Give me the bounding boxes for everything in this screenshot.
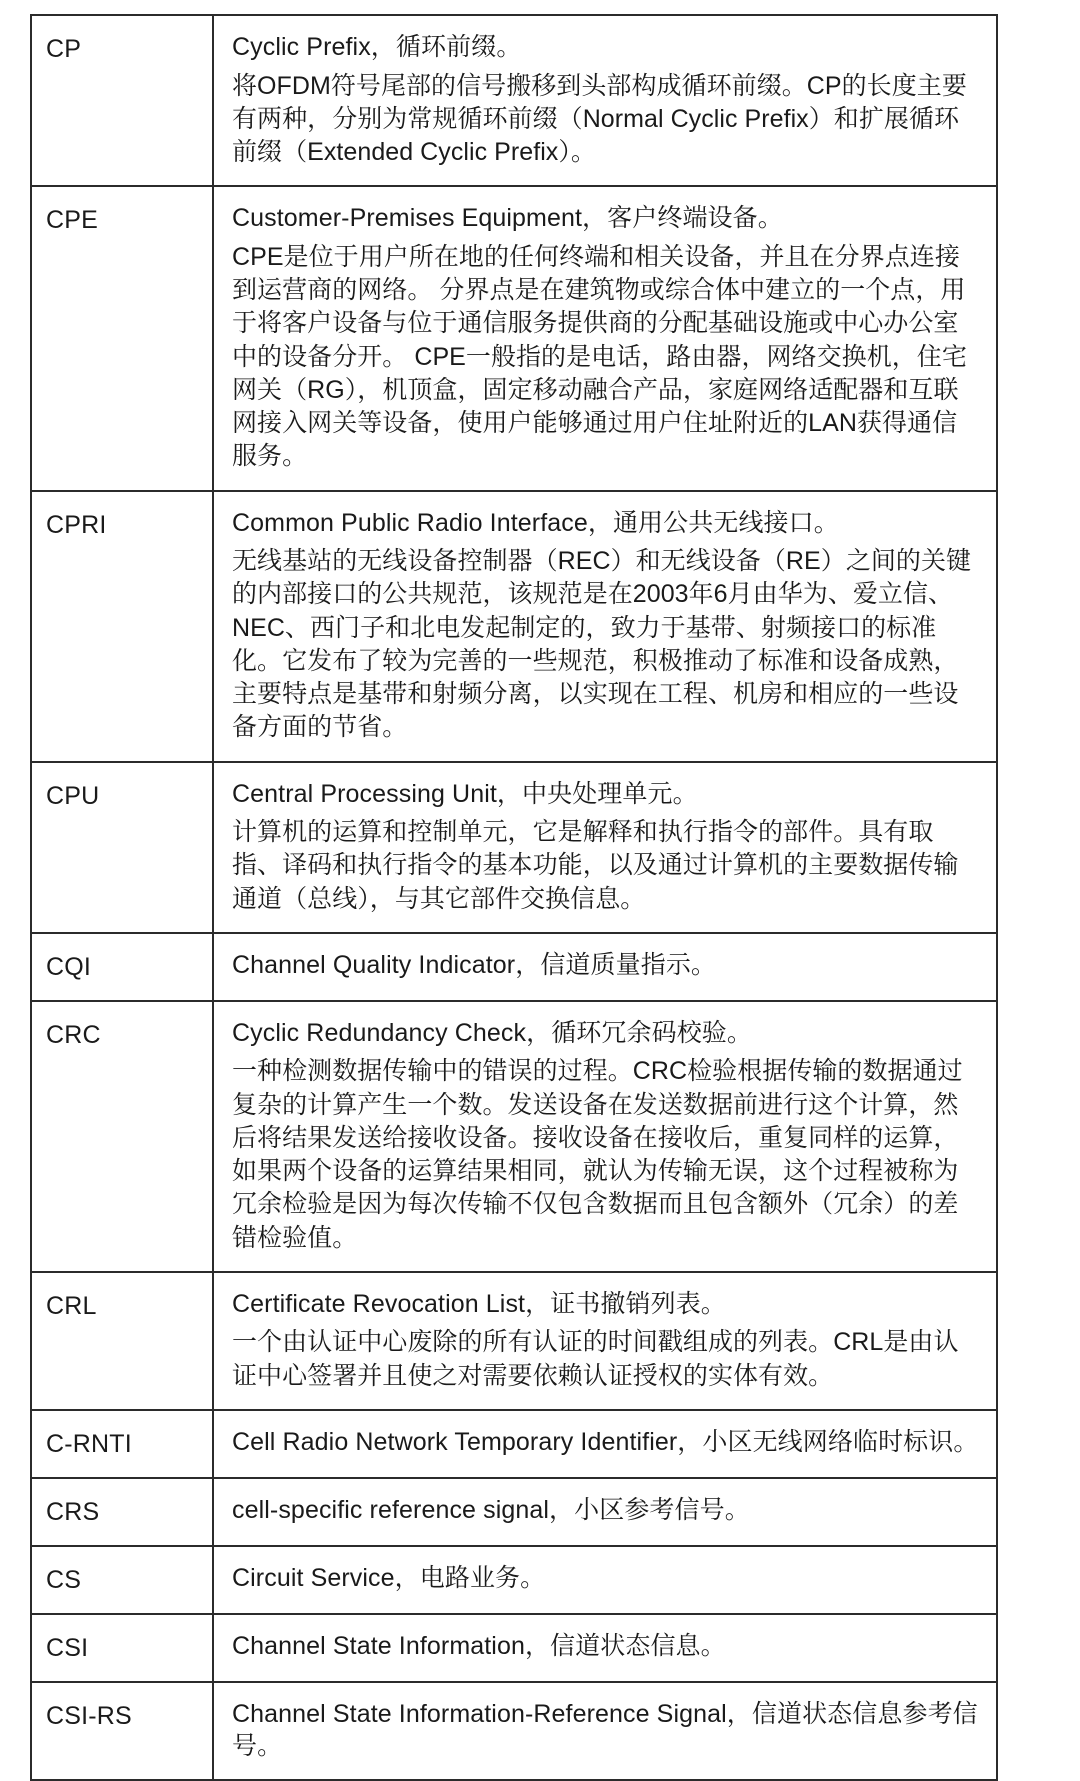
term-cell [31,1682,213,1780]
term-cell [31,1478,213,1546]
table-row [31,933,997,1001]
definition-body: 计算机的运算和控制单元，它是解释和执行指令的部件。具有取指、译码和执行指令的基本功能，以及通过计算机的主要数据传输通道（总线），与其它部件交换信息。 [232,818,959,913]
table-row [31,1272,997,1410]
term-label: CPU [46,781,100,810]
definition-title: Channel State Information，信道状态信息。 [232,1631,726,1660]
term-cell [31,15,213,186]
definition-cell [213,15,997,186]
definition-title: Channel Quality Indicator，信道质量指示。 [232,950,717,979]
definition-cell [213,1546,997,1614]
definition-cell [213,1478,997,1546]
term-label: CQI [46,952,92,981]
table-row [31,1410,997,1478]
term-cell [31,933,213,1001]
table-row [31,186,997,490]
term-cell [31,1410,213,1478]
definition-title: Cell Radio Network Temporary Identifier，小区无线网络临时标识。 [232,1427,979,1456]
term-cell [31,186,213,490]
term-cell [31,1546,213,1614]
definition-body: 无线基站的无线设备控制器（REC）和无线设备（RE）之间的关键的内部接口的公共规范，该规范是在2003年6月由华为、爱立信、NEC、西门子和北电发起制定的，致力于基带、射频接口的标准化。它发布了较为完善的一些规范，积极推动了标准和设备成熟，主要特点是基带和射频分离，以实现在工程、机房和相应的一些设备方面的节省。 [232,547,972,742]
definition-cell [213,762,997,933]
term-cell [31,1614,213,1682]
definition-cell [213,186,997,490]
definition-title: cell-specific reference signal，小区参考信号。 [232,1495,750,1524]
term-label: CS [46,1565,82,1594]
term-cell [31,491,213,762]
definition-body: 将OFDM符号尾部的信号搬移到头部构成循环前缀。CP的长度主要有两种，分别为常规循环前缀（Normal Cyclic Prefix）和扩展循环前缀（Extended Cyclic Prefix）。 [232,71,967,166]
term-label: CRS [46,1497,100,1526]
definition-title: Central Processing Unit，中央处理单元。 [232,779,698,808]
definition-body: 一种检测数据传输中的错误的过程。CRC检验根据传输的数据通过复杂的计算产生一个数。发送设备在发送数据前进行这个计算，然后将结果发送给接收设备。接收设备在接收后，重复同样的运算，如果两个设备的运算结果相同，就认为传输无误，这个过程被称为冗余检验是因为每次传输不仅包含数据而且包含额外（冗余）的差错检验值。 [232,1057,963,1252]
term-label: CSI-RS [46,1701,132,1730]
definition-title: Circuit Service，电路业务。 [232,1563,546,1592]
term-label: CP [46,35,82,63]
definition-title: Cyclic Redundancy Check，循环冗余码校验。 [232,1018,752,1047]
definition-cell [213,1001,997,1272]
definition-body: CPE是位于用户所在地的任何终端和相关设备，并且在分界点连接到运营商的网络。 分界点是在建筑物或综合体中建立的一个点，用于将客户设备与位于通信服务提供商的分配基础设施或中心办公室中的设备分开。 CPE一般指的是电话，路由器，网络交换机，住宅网关（RG），机顶盒，固定移动融合产品，家庭网络适配器和互联网接入网关等设备，使用户能够通过用户住址附近的LAN获得通信服务。 [232,242,967,471]
term-label: CRC [46,1020,101,1049]
term-label: CRL [46,1291,97,1320]
term-label: CPE [46,206,99,235]
definition-title: Certificate Revocation List，证书撤销列表。 [232,1289,726,1318]
table-row [31,1546,997,1614]
definition-title: Channel State Information-Reference Signal，信道状态信息参考信号。 [232,1699,978,1761]
table-row [31,1001,997,1272]
definition-title: Cyclic Prefix，循环前缀。 [232,33,522,61]
term-label: CSI [46,1633,89,1662]
table-row [31,1614,997,1682]
definition-cell [213,1410,997,1478]
definition-cell [213,491,997,762]
definition-cell [213,1614,997,1682]
definition-body: 一个由认证中心废除的所有认证的时间戳组成的列表。CRL是由认证中心签署并且使之对需要依赖认证授权的实体有效。 [232,1328,959,1390]
term-label: CPRI [46,510,107,539]
term-cell [31,762,213,933]
table-row [31,491,997,762]
term-label: C-RNTI [46,1429,132,1458]
definition-cell [213,1272,997,1410]
term-cell [31,1272,213,1410]
table-row [31,1478,997,1546]
definition-title: Customer-Premises Equipment，客户终端设备。 [232,204,783,233]
table-row [31,15,997,186]
definition-cell [213,1682,997,1780]
table-row [31,762,997,933]
glossary-table [30,14,998,1781]
glossary-table-body [31,15,997,1780]
table-row [31,1682,997,1780]
term-cell [31,1001,213,1272]
definition-title: Common Public Radio Interface，通用公共无线接口。 [232,508,839,537]
definition-cell [213,933,997,1001]
